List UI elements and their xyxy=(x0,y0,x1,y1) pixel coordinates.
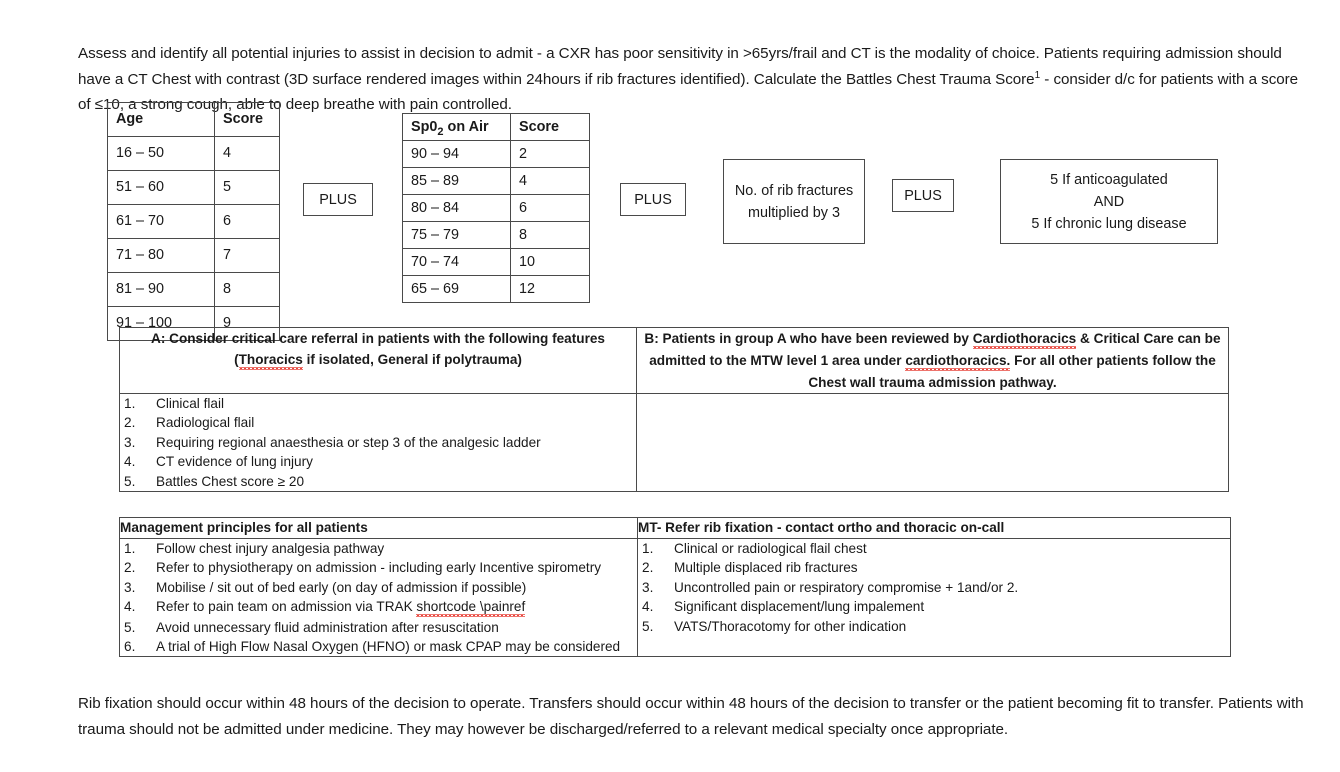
comorbidity-modifier-text xyxy=(1025,169,1192,235)
spo2-header-subscript: 2 xyxy=(437,125,444,138)
spo2-range-cell: 70 – 74 xyxy=(403,249,511,276)
age-score-cell: 5 xyxy=(215,171,280,205)
management-body-cell xyxy=(120,539,638,657)
age-score-cell: 7 xyxy=(215,239,280,273)
table-header-row xyxy=(120,518,1231,539)
list-item: A trial of High Flow Nasal Oxygen (HFNO) or mask CPAP may be considered xyxy=(156,639,621,655)
spo2-column-header xyxy=(403,114,511,141)
list-item: Follow chest injury analgesia pathway xyxy=(156,541,385,556)
spo2-range-cell: 85 – 89 xyxy=(403,168,511,195)
intro-footnote-marker: 1 xyxy=(1034,69,1041,81)
rib-fracture-multiplier-text: No. of rib fractures multiplied by 3 xyxy=(734,182,854,221)
age-range-cell: 71 – 80 xyxy=(108,239,215,273)
age-range-cell: 91 – 100 xyxy=(108,307,215,341)
intro-paragraph-main: Assess and identify all potential injuries to assist in decision to admit - a CXR has poor sensitivity in >65yrs/frail and CT is the modality of choice. Patients requiring admission should have a CT Chest with contrast (3D surface rendered images within 24hours if rib fractures identified). Calculate the Battles Chest Trauma Score xyxy=(78,45,1282,88)
comorbidity-line-1: 5 If anticoagulated xyxy=(1050,171,1168,188)
table-row xyxy=(403,168,590,195)
spo2-range-cell: 90 – 94 xyxy=(403,141,511,168)
spo2-score-cell: 6 xyxy=(511,195,590,222)
spo2-score-table xyxy=(402,113,590,303)
comorbidity-line-2: AND xyxy=(1093,193,1125,210)
age-score-table xyxy=(107,102,280,341)
list-item: Refer to physiotherapy on admission - including early Incentive spirometry xyxy=(156,560,602,576)
table-header-row xyxy=(120,328,1229,394)
management-principles-list xyxy=(120,539,637,656)
plus-connector-box-1 xyxy=(303,183,373,216)
plus-connector-box-3 xyxy=(892,179,954,212)
rib-fixation-body-cell xyxy=(638,539,1231,657)
table-row xyxy=(403,276,590,303)
group-b-header-line-1-pre: B: Patients in group A who have been reviewed by xyxy=(644,331,973,346)
group-a-header-line-2-post: if isolated, General if polytrauma) xyxy=(302,352,522,367)
spo2-score-cell: 4 xyxy=(511,168,590,195)
table-row xyxy=(403,141,590,168)
management-item-4-pre: Refer to pain team on admission via TRAK xyxy=(156,599,417,615)
rib-fracture-multiplier-box xyxy=(723,159,865,244)
spo2-score-column-header: Score xyxy=(511,114,590,141)
spo2-score-cell: 10 xyxy=(511,249,590,276)
table-row xyxy=(403,222,590,249)
list-item: Avoid unnecessary fluid administration after resuscitation xyxy=(156,619,499,635)
group-b-header-line-2-post: For all other patients follow the xyxy=(1010,353,1216,368)
age-column-header: Age xyxy=(108,103,215,137)
spo2-header-suffix: on Air xyxy=(443,118,489,135)
spo2-score-cell: 2 xyxy=(511,141,590,168)
list-item xyxy=(120,597,637,617)
comorbidity-line-3: 5 If chronic lung disease xyxy=(1031,215,1187,232)
list-item: Multiple displaced rib fractures xyxy=(674,560,858,576)
age-range-cell: 16 – 50 xyxy=(108,137,215,171)
table-row xyxy=(108,137,280,171)
table-row xyxy=(108,205,280,239)
age-score-column-header: Score xyxy=(215,103,280,137)
plus-connector-box-2 xyxy=(620,183,686,216)
age-score-cell: 4 xyxy=(215,137,280,171)
spo2-header-prefix: Sp0 xyxy=(411,118,438,135)
table-row xyxy=(108,239,280,273)
group-a-header-cell xyxy=(120,328,637,394)
age-range-cell: 51 – 60 xyxy=(108,171,215,205)
plus-label: PLUS xyxy=(634,191,672,208)
group-b-header-line-1-post: & Critical Care can be xyxy=(1076,331,1221,346)
age-range-cell: 61 – 70 xyxy=(108,205,215,239)
age-score-cell: 6 xyxy=(215,205,280,239)
list-item: Mobilise / sit out of bed early (on day of admission if possible) xyxy=(156,579,527,595)
group-b-header-misspelled-word-1: Cardiothoracics xyxy=(973,328,1077,350)
list-item: CT evidence of lung injury xyxy=(156,454,313,470)
group-b-body-cell xyxy=(637,394,1229,492)
table-row xyxy=(108,273,280,307)
list-item: Uncontrolled pain or respiratory compromise + 1and/or 2. xyxy=(674,579,1019,595)
table-header-row xyxy=(403,114,590,141)
group-b-header-line-3: Chest wall trauma admission pathway. xyxy=(808,375,1057,390)
list-item: Battles Chest score ≥ 20 xyxy=(156,473,304,489)
plus-label: PLUS xyxy=(904,187,942,204)
spo2-score-cell: 12 xyxy=(511,276,590,303)
critical-care-referral-table xyxy=(119,327,1229,492)
intro-paragraph-continuation: - consider d/c for patients with a score of ≤10, a strong cough, able to deep breathe with pain controlled. xyxy=(78,70,1299,114)
spo2-range-cell: 75 – 79 xyxy=(403,222,511,249)
table-row xyxy=(403,195,590,222)
rib-fixation-criteria-list xyxy=(638,539,1230,636)
group-a-body-cell xyxy=(120,394,637,492)
group-a-header-line-1: A: Consider critical care referral in patients with the following features xyxy=(151,331,605,346)
list-item: Clinical or radiological flail chest xyxy=(674,541,867,556)
group-a-criteria-list xyxy=(120,394,636,491)
group-a-header-misspelled-word: Thoracics xyxy=(239,349,303,371)
list-item: Significant displacement/lung impalement xyxy=(674,599,925,615)
group-a-header-line-2-pre: ( xyxy=(234,352,239,367)
spo2-range-cell: 65 – 69 xyxy=(403,276,511,303)
rib-fixation-header-cell: MT- Refer rib fixation - contact ortho and thoracic on-call xyxy=(638,518,1231,539)
list-item: Requiring regional anaesthesia or step 3 of the analgesic ladder xyxy=(156,434,541,450)
age-score-cell: 9 xyxy=(215,307,280,341)
list-item: Radiological flail xyxy=(156,415,255,431)
age-range-cell: 81 – 90 xyxy=(108,273,215,307)
list-item: Clinical flail xyxy=(156,396,224,411)
closing-paragraph: Rib fixation should occur within 48 hours of the decision to operate. Transfers should occur within 48 hours of the decision to transfer or the patient becoming fit to transfer. Patients with trauma should not be admitted under medicine. They may however be discharged/referred to a relevant medical specialty once appropriate. xyxy=(78,695,1304,738)
table-row xyxy=(403,249,590,276)
spo2-score-cell: 8 xyxy=(511,222,590,249)
comorbidity-modifier-box xyxy=(1000,159,1218,244)
age-score-cell: 8 xyxy=(215,273,280,307)
management-principles-table xyxy=(119,517,1231,657)
group-b-header-cell xyxy=(637,328,1229,394)
list-item: VATS/Thoracotomy for other indication xyxy=(674,618,907,634)
management-header-cell: Management principles for all patients xyxy=(120,518,638,539)
table-body-row xyxy=(120,539,1231,657)
table-header-row xyxy=(108,103,280,137)
management-item-4-misspelled-word: shortcode \painref xyxy=(416,597,525,617)
group-b-header-misspelled-word-2: cardiothoracics. xyxy=(905,350,1010,372)
plus-label: PLUS xyxy=(319,191,357,208)
spo2-range-cell: 80 – 84 xyxy=(403,195,511,222)
group-b-header-line-2-pre: admitted to the MTW level 1 area under xyxy=(649,353,906,368)
table-row xyxy=(108,171,280,205)
table-body-row xyxy=(120,394,1229,492)
